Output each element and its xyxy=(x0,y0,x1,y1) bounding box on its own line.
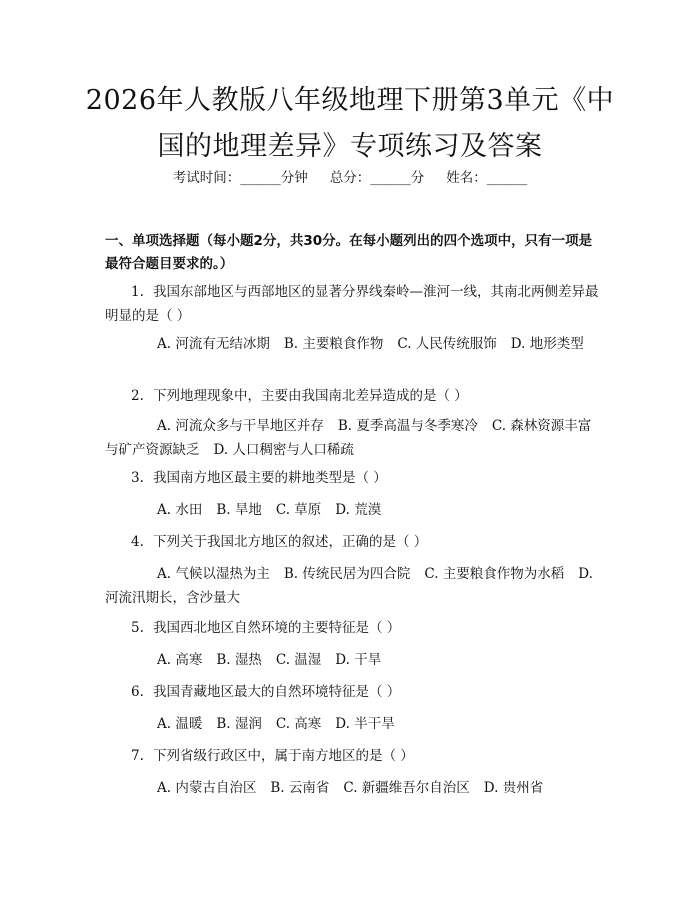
option-b: B. 湿润 xyxy=(216,716,262,732)
question-stem xyxy=(105,466,603,490)
question-stem xyxy=(105,744,603,768)
question-options xyxy=(105,414,603,462)
question-options xyxy=(105,332,603,356)
option-c: C. 森林资源丰富与矿产资源缺乏 xyxy=(105,418,592,458)
exam-time-field: 考试时间：______分钟 xyxy=(172,170,308,186)
option-b: B. 主要粮食作物 xyxy=(283,336,384,352)
option-a: A. 气候以湿热为主 xyxy=(157,566,270,582)
question-options xyxy=(105,776,603,800)
question-number: 4. xyxy=(131,534,144,550)
question-text: 我国南方地区最主要的耕地类型是（ ） xyxy=(153,470,387,486)
option-d: D. 干旱 xyxy=(335,652,382,668)
question-number: 7. xyxy=(131,748,144,764)
option-c: C. 高寒 xyxy=(275,716,322,732)
option-a: A. 温暖 xyxy=(157,716,203,732)
question-stem xyxy=(105,384,603,408)
option-d: D. 荒漠 xyxy=(335,502,382,518)
option-c: C. 新疆维吾尔自治区 xyxy=(343,780,470,796)
question-number: 1. xyxy=(131,284,144,300)
option-a: A. 内蒙古自治区 xyxy=(157,780,257,796)
option-d: D. 人口稠密与人口稀疏 xyxy=(213,442,354,458)
option-c: C. 温湿 xyxy=(275,652,322,668)
option-b: B. 云南省 xyxy=(270,780,330,796)
total-score-field: 总分：______分 xyxy=(329,170,425,186)
option-d: D. 河流汛期长，含沙量大 xyxy=(105,566,593,606)
question-stem xyxy=(105,280,603,328)
option-c: C. 主要粮食作物为水稻 xyxy=(424,566,565,582)
option-b: B. 夏季高温与冬季寒冷 xyxy=(337,418,478,434)
question-text: 下列省级行政区中，属于南方地区的是（ ） xyxy=(153,748,414,764)
title-line-1: 2026年人教版八年级地理下册第3单元《中 xyxy=(85,85,615,116)
option-b: B. 湿热 xyxy=(216,652,262,668)
document-title xyxy=(60,78,640,170)
question-stem xyxy=(105,680,603,704)
question-text: 我国东部地区与西部地区的显著分界线秦岭—淮河一线，其南北两侧差异最明显的是（ ） xyxy=(105,284,599,324)
question-number: 2. xyxy=(131,388,144,404)
option-b: B. 传统民居为四合院 xyxy=(283,566,411,582)
option-a: A. 水田 xyxy=(157,502,203,518)
title-line-2: 国的地理差异》专项练习及答案 xyxy=(157,131,543,162)
question-text: 下列地理现象中，主要由我国南北差异造成的是（ ） xyxy=(153,388,468,404)
question-stem xyxy=(105,530,603,554)
option-d: D. 贵州省 xyxy=(483,780,544,796)
question-options xyxy=(105,648,603,672)
question-text: 下列关于我国北方地区的叙述，正确的是（ ） xyxy=(153,534,428,550)
question-text: 我国青藏地区最大的自然环境特征是（ ） xyxy=(153,684,401,700)
question-options xyxy=(105,498,603,522)
option-a: A. 河流有无结冰期 xyxy=(157,336,270,352)
question-options xyxy=(105,562,603,610)
question-text: 我国西北地区自然环境的主要特征是（ ） xyxy=(153,620,401,636)
option-d: D. 地形类型 xyxy=(510,336,584,352)
question-number: 3. xyxy=(131,470,144,486)
option-b: B. 旱地 xyxy=(216,502,262,518)
question-number: 6. xyxy=(131,684,144,700)
question-number: 5. xyxy=(131,620,144,636)
question-options xyxy=(105,712,603,736)
option-c: C. 草原 xyxy=(275,502,322,518)
student-name-field: 姓名：______ xyxy=(446,170,528,186)
option-a: A. 高寒 xyxy=(157,652,203,668)
question-stem xyxy=(105,616,603,640)
section-heading-single-choice: 一、单项选择题（每小题2分，共30分。在每小题列出的四个选项中，只有一项是最符合题目要求的。） xyxy=(105,233,593,272)
exam-info-line xyxy=(0,168,700,188)
option-c: C. 人民传统服饰 xyxy=(397,336,497,352)
option-a: A. 河流众多与干旱地区并存 xyxy=(157,418,324,434)
option-d: D. 半干旱 xyxy=(335,716,395,732)
